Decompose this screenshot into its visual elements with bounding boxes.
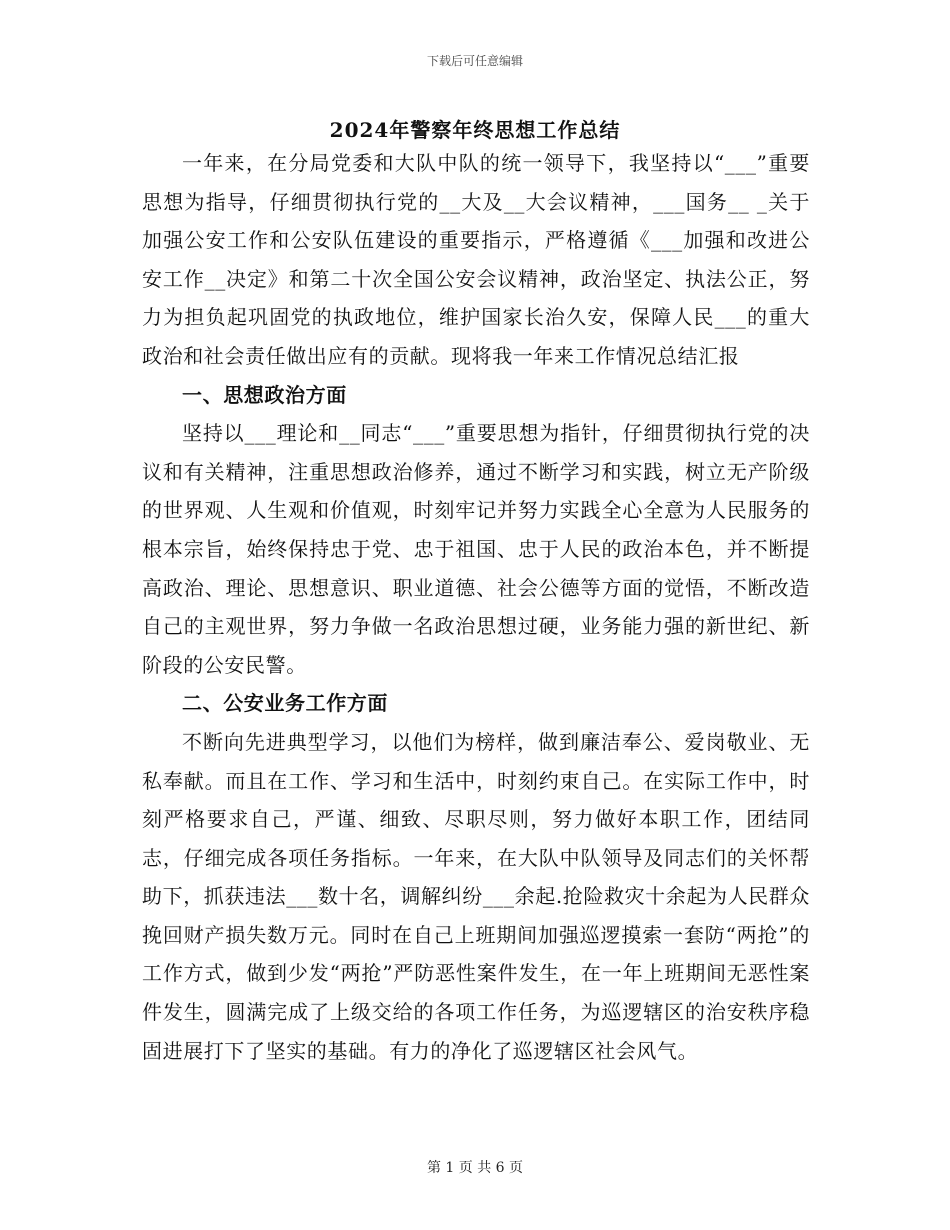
document-body xyxy=(142,144,810,1070)
section-heading-ideology: 一、思想政治方面 xyxy=(182,382,347,407)
section-heading-police-work: 二、公安业务工作方面 xyxy=(182,691,388,716)
section-paragraph-police-work: 不断向先进典型学习，以他们为榜样，做到廉洁奉公、爱岗敬业、无私奉献。而且在工作、学习和生活中，时刻约束自己。在实际工作中，时刻严格要求自己，严谨、细致、尽职尽则，努力做好本职工作，团结同志，仔细完成各项任务指标。一年来，在大队中队领导及同志们的关怀帮助下，抓获违法___数十名，调解纠纷___余起.抢险救灾十余起为人民群众挽回财产损失数万元。同时在自己上班期间加强巡逻摸索一套防“两抢”的工作方式，做到少发“两抢”严防恶性案件发生，在一年上班期间无恶性案件发生，圆满完成了上级交给的各项工作任务，为巡逻辖区的治安秩序稳固进展打下了坚实的基础。有力的净化了巡逻辖区社会风气。 xyxy=(142,729,810,1063)
section-paragraph-ideology: 坚持以___理论和__同志“___”重要思想为指针，仔细贯彻执行党的决议和有关精神，注重思想政治修养，通过不断学习和实践，树立无产阶级的世界观、人生观和价值观，时刻牢记并努力实践全心全意为人民服务的根本宗旨，始终保持忠于党、忠于祖国、忠于人民的政治本色，并不断提高政治、理论、思想意识、职业道德、社会公德等方面的觉悟，不断改造自己的主观世界，努力争做一名政治思想过硬，业务能力强的新世纪、新阶段的公安民警。 xyxy=(142,421,810,677)
document-title: 2024年警察年终思想工作总结 xyxy=(329,118,621,142)
intro-paragraph: 一年来，在分局党委和大队中队的统一领导下，我坚持以“___”重要思想为指导，仔细贯彻执行党的__大及__大会议精神，___国务__ _关于加强公安工作和公安队伍建设的重要指示，严格遵循《___加强和改进公安工作__决定》和第二十次全国公安会议精神，政治坚定、执法公正，努力为担负起巩固党的执政地位，维护国家长治久安，保障人民___的重大政治和社会责任做出应有的贡献。现将我一年来工作情况总结汇报 xyxy=(142,151,810,368)
page-footer: 第 1 页 共 6 页 xyxy=(426,1160,524,1176)
header-note: 下载后可任意编辑 xyxy=(426,54,523,68)
